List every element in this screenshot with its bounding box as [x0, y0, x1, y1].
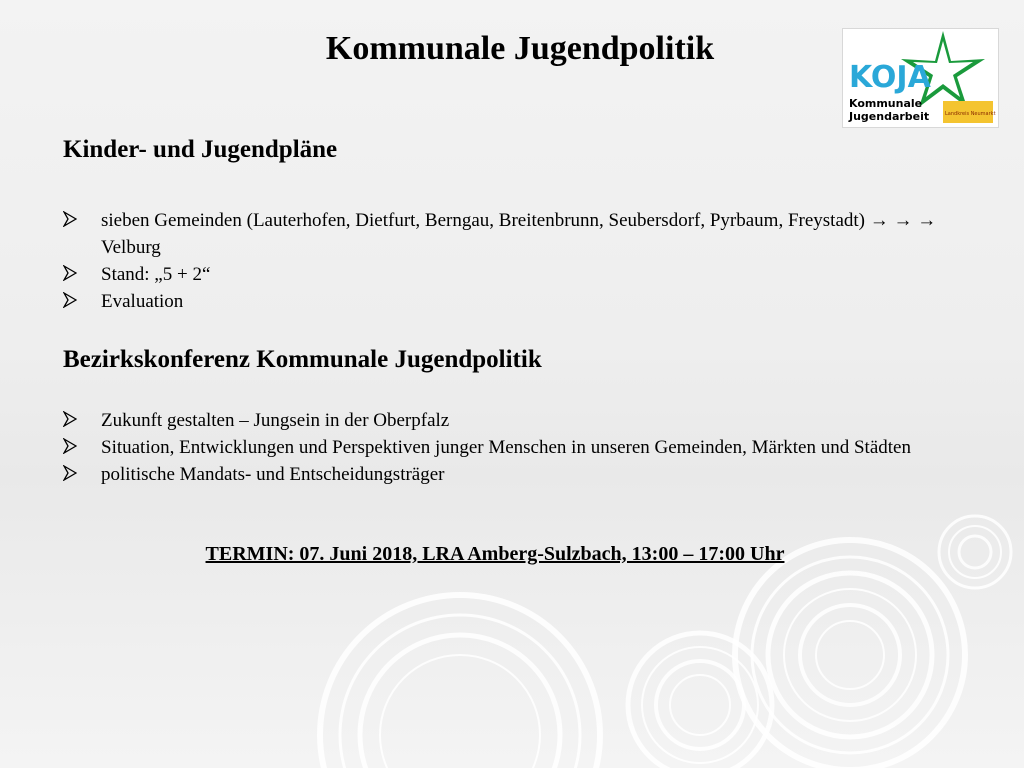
logo-badge: Landkreis Neumarkt — [945, 111, 996, 117]
arrow-bullet-icon — [63, 411, 77, 427]
logo-line1: Kommunale — [849, 97, 923, 110]
arrow-bullet-icon — [63, 465, 77, 481]
bullet-text: politische Mandats- und Entscheidungsträger — [101, 464, 445, 485]
section-heading-bezirkskonferenz: Bezirkskonferenz Kommunale Jugendpolitik — [63, 346, 542, 373]
bullet-text: Stand: „5 + 2“ — [101, 264, 211, 285]
arrow-bullet-icon — [63, 265, 77, 281]
bullet-text: Evaluation — [101, 291, 184, 312]
list-item — [63, 261, 963, 288]
logo-line2: Jugendarbeit — [849, 110, 930, 123]
list-item — [63, 288, 963, 315]
list-item — [63, 407, 963, 434]
bullet-text: Zukunft gestalten – Jungsein in der Oberpfalz — [101, 410, 450, 431]
slide-title: Kommunale Jugendpolitik — [325, 30, 715, 67]
termin-notice: TERMIN: 07. Juni 2018, LRA Amberg-Sulzbach, 13:00 – 17:00 Uhr — [205, 543, 785, 565]
section-heading-kinder-jugendplaene: Kinder- und Jugendpläne — [63, 136, 338, 163]
koja-logo-graphic — [843, 29, 998, 127]
koja-logo — [842, 28, 999, 128]
list-item — [63, 207, 963, 261]
arrow-bullet-icon — [63, 438, 77, 454]
bullet-text: sieben Gemeinden (Lauterhofen, Dietfurt, Berngau, Breitenbrunn, Seubersdorf, Pyrbaum, Freystadt) → → → Velburg — [101, 210, 937, 258]
list-item — [63, 434, 963, 461]
bullet-list-section1 — [63, 207, 963, 315]
list-item — [63, 461, 963, 488]
arrow-bullet-icon — [63, 292, 77, 308]
bullet-list-section2 — [63, 407, 963, 488]
bullet-text: Situation, Entwicklungen und Perspektiven junger Menschen in unseren Gemeinden, Märkten und Städten — [101, 437, 911, 458]
arrow-bullet-icon — [63, 211, 77, 227]
logo-wordmark: KOJA — [849, 60, 931, 95]
